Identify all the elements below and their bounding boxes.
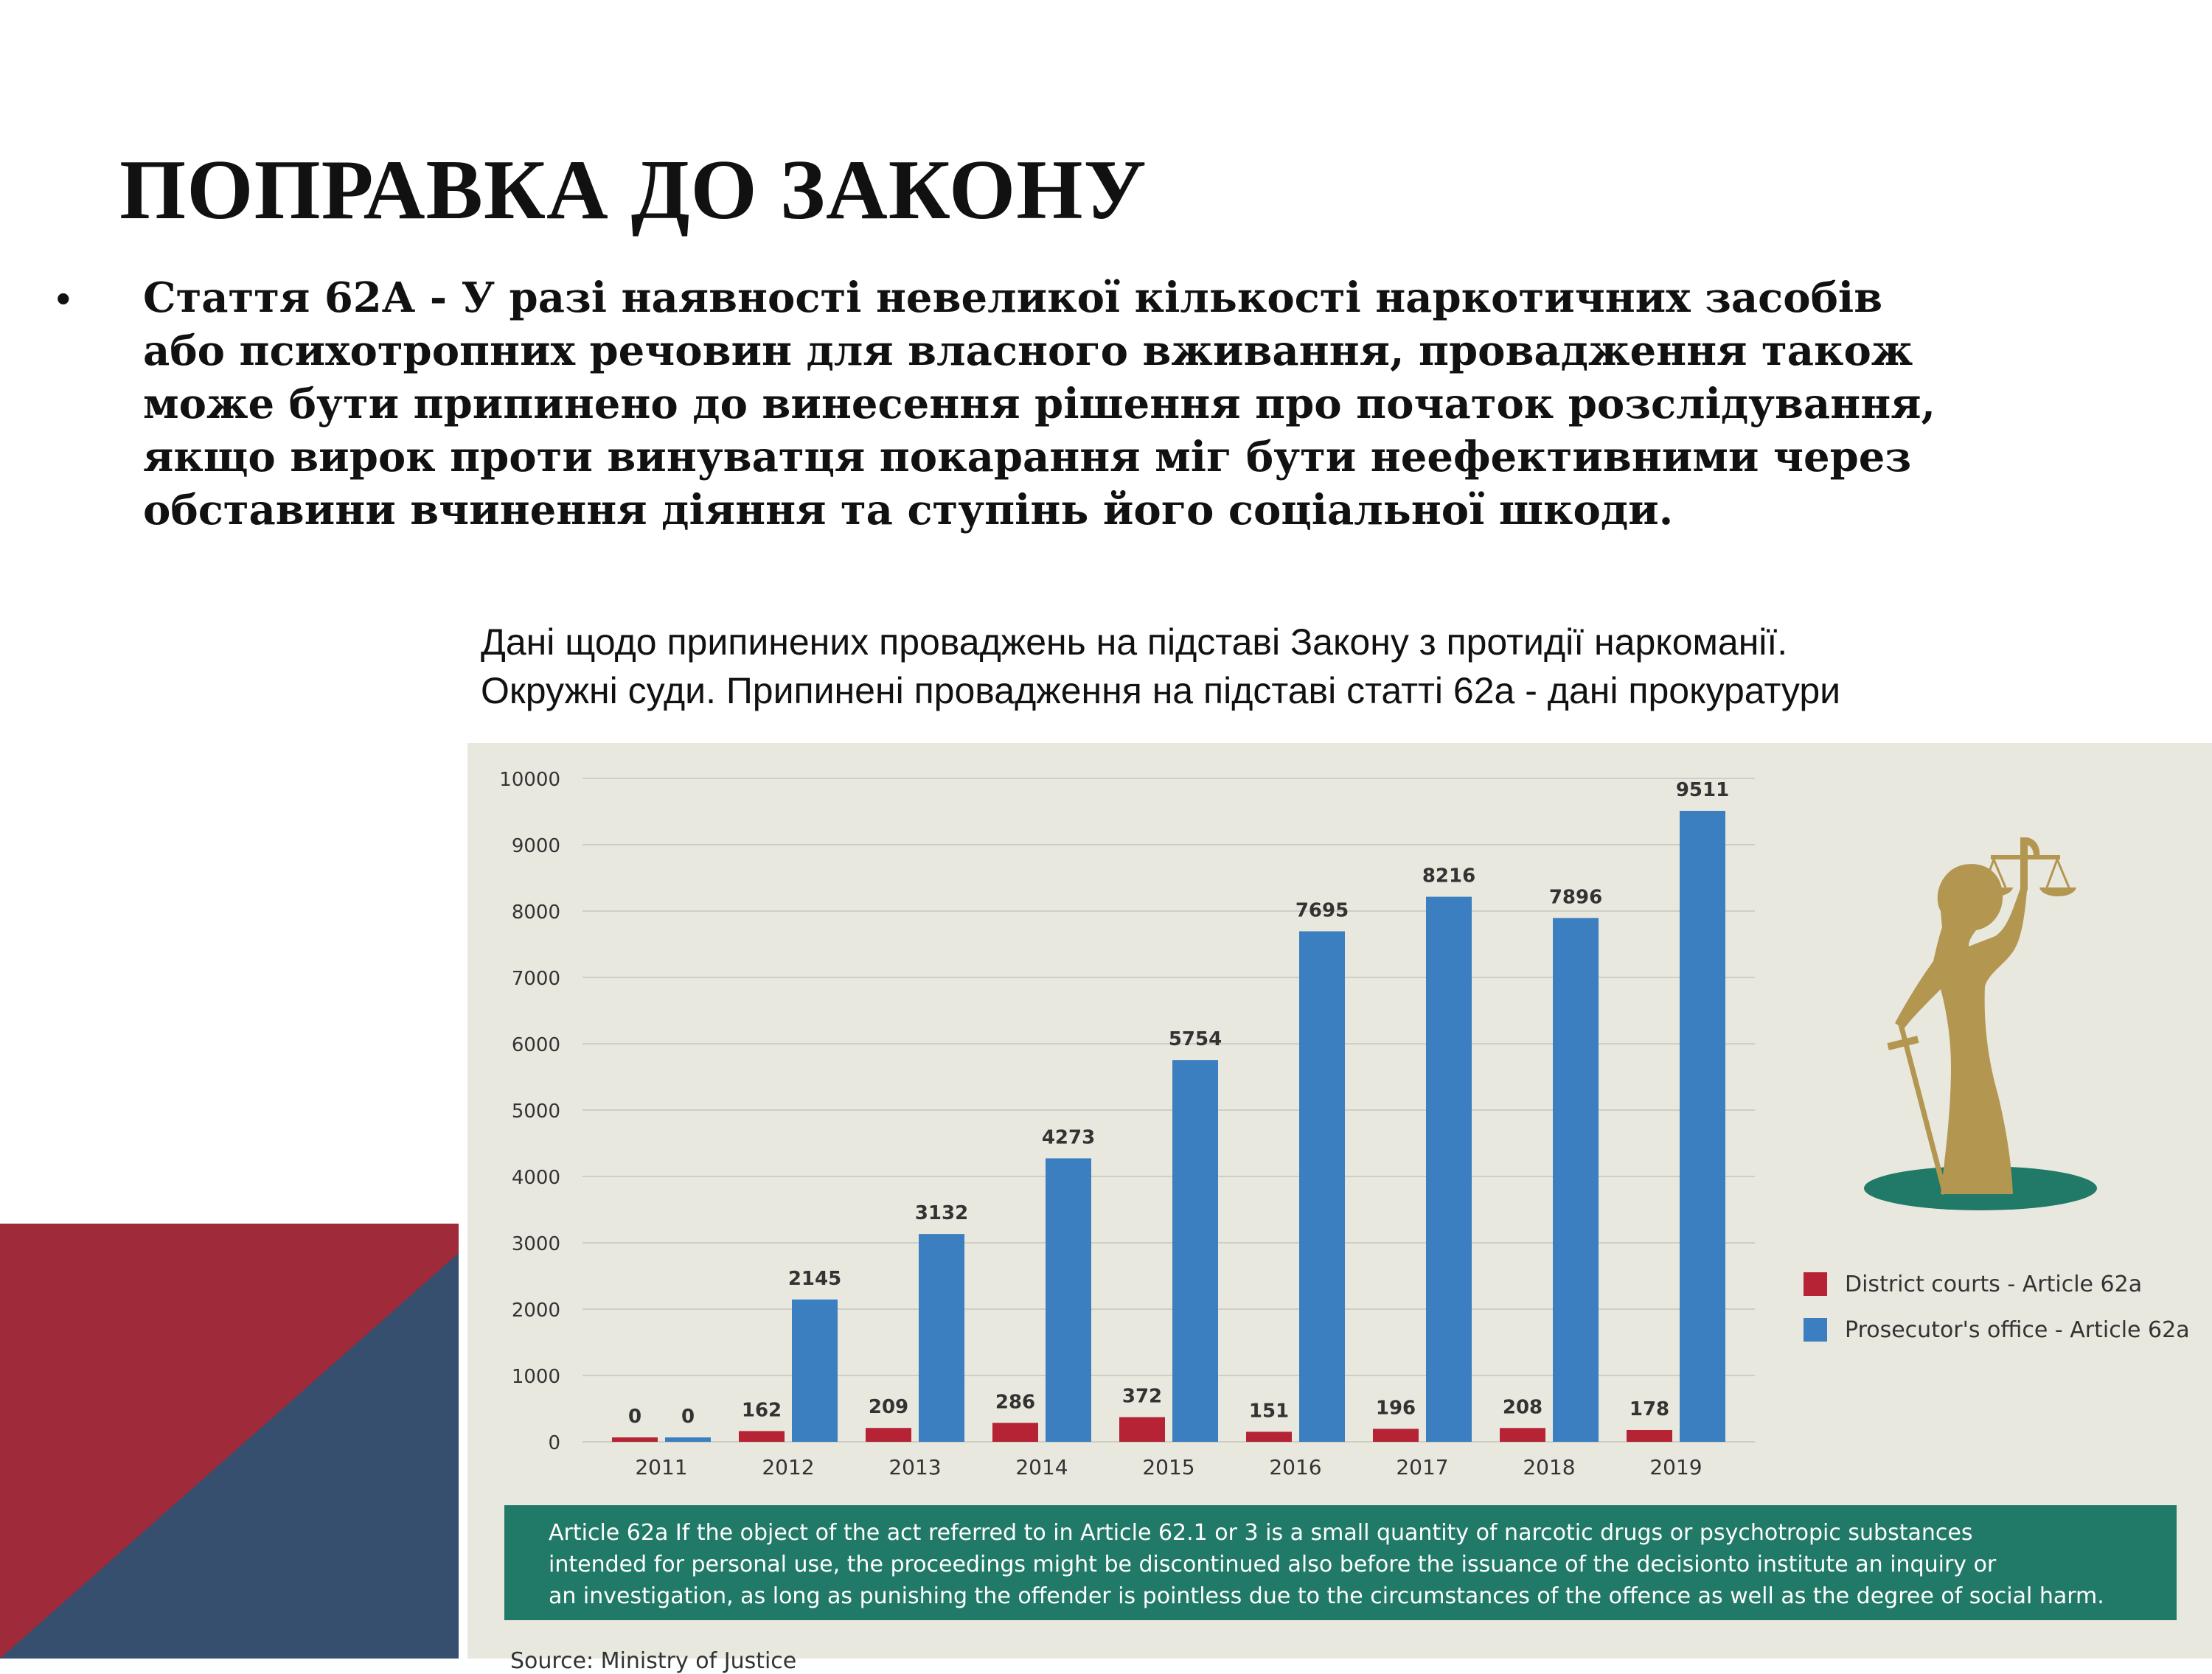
data-label: 209 — [868, 1396, 909, 1419]
slide-title: ПОПРАВКА ДО ЗАКОНУ — [119, 143, 1147, 237]
legend-swatch-district-courts — [1804, 1272, 1827, 1296]
x-tick-label: 2018 — [1523, 1455, 1576, 1479]
data-label: 3132 — [914, 1202, 969, 1225]
x-tick-label: 2015 — [1142, 1455, 1195, 1479]
legend-label-district-courts: District courts - Article 62a — [1845, 1272, 2143, 1297]
x-tick-label: 2011 — [635, 1455, 688, 1479]
legend-swatch-prosecutors-office — [1804, 1318, 1827, 1342]
data-label: 286 — [995, 1391, 1036, 1414]
data-label: 2145 — [787, 1267, 842, 1290]
x-tick-label: 2019 — [1649, 1455, 1703, 1479]
y-tick-label: 6000 — [511, 1034, 560, 1056]
note-line: Article 62a If the object of the act referred to in Article 62.1 or 3 is a small quantity of narcotic drugs or psychotropic substances — [549, 1520, 1973, 1546]
data-label: 7695 — [1295, 899, 1349, 922]
bullet-line: якщо вирок проти винуватця покарання міг бути неефективними через — [143, 433, 1912, 481]
note-line: an investigation, as long as punishing the offender is pointless due to the circumstances of the offence as well as the degree of social harm. — [549, 1583, 2104, 1609]
data-label: 8216 — [1422, 865, 1476, 887]
article-note-text — [549, 1517, 2156, 1612]
y-tick-label: 0 — [548, 1432, 560, 1454]
data-label: 7896 — [1548, 886, 1603, 909]
y-tick-label: 4000 — [511, 1167, 560, 1189]
corner-decoration — [0, 1224, 467, 1659]
bar-district-courts — [612, 1437, 658, 1442]
data-label: 4273 — [1041, 1126, 1096, 1149]
bar-prosecutors-office — [1172, 1060, 1218, 1442]
bar-prosecutors-office — [1680, 811, 1725, 1442]
legend-label-prosecutors-office: Prosecutor's office - Article 62a — [1845, 1317, 2190, 1343]
data-label: 372 — [1121, 1385, 1163, 1408]
x-tick-label: 2017 — [1396, 1455, 1449, 1479]
y-tick-label: 7000 — [511, 968, 560, 990]
x-tick-label: 2012 — [762, 1455, 815, 1479]
bar-district-courts — [866, 1428, 911, 1442]
y-tick-label: 8000 — [511, 901, 560, 924]
data-label: 0 — [681, 1406, 695, 1428]
y-tick-label: 2000 — [511, 1300, 560, 1322]
y-tick-label: 3000 — [511, 1233, 560, 1255]
y-tick-label: 1000 — [511, 1366, 560, 1388]
data-label: 151 — [1248, 1400, 1290, 1423]
bar-prosecutors-office — [665, 1437, 711, 1442]
bullet-marker: • — [56, 275, 71, 321]
legend — [1804, 1272, 2190, 1343]
chart-caption — [481, 618, 2177, 715]
x-tick-label: 2014 — [1015, 1455, 1068, 1479]
y-tick-label: 10000 — [499, 769, 560, 791]
y-tick-label: 5000 — [511, 1101, 560, 1123]
bullet-line: Стаття 62А - У разі наявності невеликої кількості наркотичних засобів — [143, 273, 1883, 322]
data-label: 5754 — [1168, 1028, 1222, 1051]
article-note-box — [504, 1505, 2177, 1620]
bar-prosecutors-office — [1299, 931, 1345, 1442]
bar-district-courts — [992, 1423, 1038, 1442]
x-tick-label: 2013 — [888, 1455, 942, 1479]
data-label: 0 — [627, 1406, 642, 1428]
caption-line: Окружні суди. Припинені провадження на підставі статті 62а - дані прокуратури — [481, 670, 1841, 711]
bullet-text — [143, 271, 1942, 537]
bar-prosecutors-office — [919, 1234, 964, 1442]
lady-justice-icon — [1864, 837, 2097, 1210]
data-label: 9511 — [1675, 779, 1730, 802]
data-label: 196 — [1375, 1397, 1416, 1420]
data-label: 178 — [1629, 1398, 1670, 1420]
note-line: intended for personal use, the proceedings might be discontinued also before the issuance of the decisionto institute an inquiry or — [549, 1552, 1997, 1577]
bullet-line: може бути припинено до винесення рішення про початок розслідування, — [143, 380, 1936, 428]
bar-prosecutors-office — [1046, 1158, 1091, 1442]
bar-district-courts — [1627, 1430, 1672, 1442]
data-label: 162 — [741, 1399, 782, 1422]
bar-prosecutors-office — [1426, 897, 1472, 1442]
x-tick-label: 2016 — [1269, 1455, 1322, 1479]
bar-district-courts — [1246, 1431, 1292, 1442]
bar-prosecutors-office — [792, 1300, 838, 1442]
bar-district-courts — [1500, 1428, 1545, 1442]
bar-district-courts — [1373, 1429, 1419, 1442]
bullet-line: обставини вчинення діяння та ступінь його соціальної шкоди. — [143, 486, 1674, 534]
bar-prosecutors-office — [1553, 918, 1599, 1442]
chart-source: Source: Ministry of Justice — [510, 1648, 797, 1674]
axes — [499, 769, 1702, 1479]
bullet-line: або психотропних речовин для власного вживання, провадження також — [143, 327, 1913, 375]
chart-panel — [467, 743, 2212, 1674]
y-tick-label: 9000 — [511, 835, 560, 857]
caption-line: Дані щодо припинених проваджень на підставі Закону з протидії наркоманії. — [481, 621, 1788, 663]
bar-district-courts — [739, 1431, 785, 1442]
bar-district-courts — [1119, 1417, 1165, 1442]
data-label: 208 — [1502, 1396, 1543, 1419]
